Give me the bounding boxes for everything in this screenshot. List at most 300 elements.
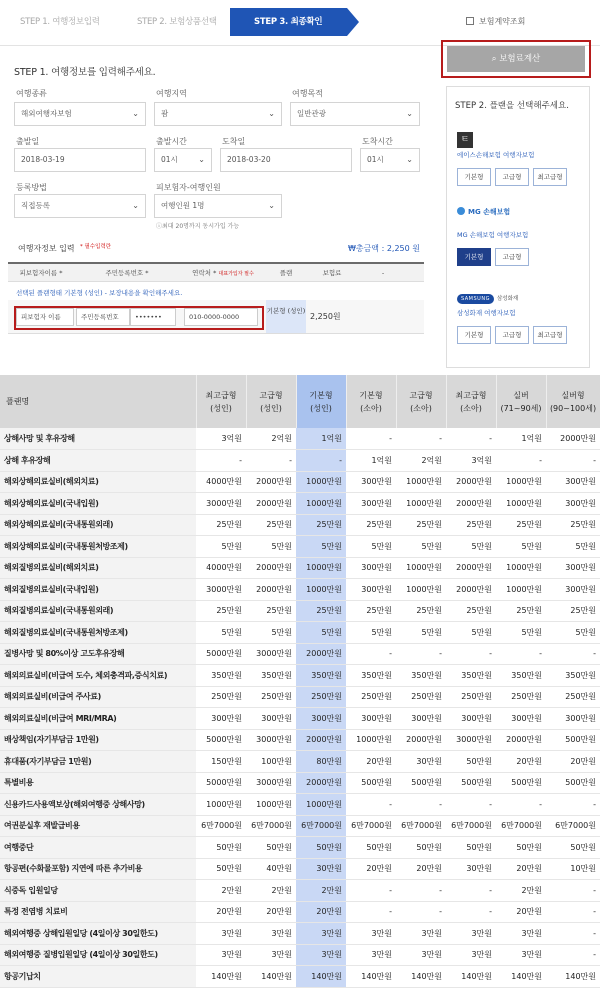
coverage-value-cell: 2000만원 [446, 579, 496, 601]
plan-column-header [446, 375, 496, 428]
coverage-value-cell: 300만원 [296, 708, 346, 730]
coverage-value-cell: 3000만원 [246, 643, 296, 665]
coverage-item-label: 해외상해의료실비(국내통원외래) [0, 514, 196, 536]
coverage-value-cell: 2000만원 [546, 428, 600, 450]
ace-basic-button[interactable]: 기본형 [457, 168, 491, 186]
coverage-value-cell: 1000만원 [396, 471, 446, 493]
coverage-value-cell: - [546, 901, 600, 923]
coverage-row [0, 880, 600, 902]
coverage-item-label: 해외상해의료실비(국내통원처방조제) [0, 536, 196, 558]
coverage-value-cell: 250만원 [246, 686, 296, 708]
chevron-down-icon: ⌄ [268, 201, 275, 210]
coverage-value-cell: 5만원 [246, 622, 296, 644]
coverage-value-cell: 3만원 [346, 923, 396, 945]
coverage-item-label: 해외의료실비(비급여 도수, 체외충격파,증식치료) [0, 665, 196, 687]
coverage-value-cell: 350만원 [396, 665, 446, 687]
coverage-value-cell: 300만원 [446, 708, 496, 730]
insurer-samsung [457, 285, 583, 340]
coverage-item-label: 특별비용 [0, 772, 196, 794]
coverage-row [0, 428, 600, 450]
coverage-item-label: 질병사망 및 80%이상 고도후유장해 [0, 643, 196, 665]
insured-count-select[interactable] [154, 194, 282, 218]
coverage-value-cell: 3000만원 [196, 579, 246, 601]
mg-basic-button-selected[interactable]: 기본형 [457, 248, 491, 266]
coverage-value-cell: - [496, 643, 546, 665]
coverage-value-cell: 140만원 [446, 966, 496, 988]
coverage-value-cell: 20만원 [246, 901, 296, 923]
coverage-value-cell: 6만7000원 [396, 815, 446, 837]
coverage-value-cell: 1000만원 [396, 579, 446, 601]
coverage-item-label: 해외의료실비(비급여 MRI/MRA) [0, 708, 196, 730]
coverage-value-cell: 500만원 [346, 772, 396, 794]
travel-type-select[interactable] [14, 102, 146, 126]
coverage-item-label: 신용카드사용액보상(해외여행중 상해사망) [0, 794, 196, 816]
premium-cell: 2,250원 [310, 312, 341, 321]
coverage-row [0, 643, 600, 665]
coverage-value-cell: 25만원 [346, 600, 396, 622]
purpose-select[interactable] [290, 102, 420, 126]
chevron-down-icon: ⌄ [132, 109, 139, 118]
coverage-value-cell: - [396, 901, 446, 923]
coverage-value-cell: 1000만원 [296, 493, 346, 515]
coverage-value-cell: 300만원 [246, 708, 296, 730]
calc-button-highlight [441, 40, 591, 78]
arrive-time-value: 01시 [367, 155, 384, 164]
coverage-value-cell: 20만원 [496, 751, 546, 773]
coverage-value-cell: 3만원 [446, 944, 496, 966]
step2-heading: STEP 2. 플랜을 선택해주세요. [455, 101, 569, 111]
coverage-value-cell: 5만원 [546, 536, 600, 558]
coverage-value-cell: 6만7000원 [546, 815, 600, 837]
coverage-item-label: 항공기납치 [0, 966, 196, 988]
samsung-logo-sub: 삼성화재 [496, 296, 519, 302]
coverage-value-cell: - [496, 794, 546, 816]
coverage-value-cell: - [396, 794, 446, 816]
coverage-item-label: 여행중단 [0, 837, 196, 859]
coverage-value-cell: 1000만원 [296, 471, 346, 493]
coverage-value-cell: 2000만원 [296, 643, 346, 665]
coverage-value-cell: 3만원 [296, 923, 346, 945]
document-icon [466, 17, 474, 25]
coverage-value-cell: - [346, 880, 396, 902]
header-line2: (소아) [360, 403, 382, 413]
coverage-value-cell: 5만원 [446, 536, 496, 558]
mg-logo-dot [457, 207, 465, 215]
coverage-row [0, 729, 600, 751]
coverage-value-cell: 250만원 [196, 686, 246, 708]
coverage-row [0, 665, 600, 687]
arrive-time-label: 도착시간 [362, 137, 393, 146]
coverage-row [0, 772, 600, 794]
coverage-row [0, 901, 600, 923]
coverage-value-cell: 5만원 [196, 622, 246, 644]
header-line1: 플랜명 [6, 397, 30, 406]
coverage-value-cell: 5만원 [246, 536, 296, 558]
coverage-item-label: 해외상해의료실비(해외치료) [0, 471, 196, 493]
plan-select-panel [446, 86, 590, 368]
coverage-item-label: 해외질병의료실비(국내입원) [0, 579, 196, 601]
count-note: ⓘ최대 20명까지 동시가입 가능 [156, 223, 240, 230]
coverage-value-cell: - [446, 428, 496, 450]
plan-name-header [0, 375, 196, 428]
ace-plan-buttons [457, 164, 583, 182]
coverage-value-cell: 1000만원 [496, 579, 546, 601]
coverage-value-cell: 5만원 [496, 622, 546, 644]
coverage-value-cell: 25만원 [246, 514, 296, 536]
coverage-value-cell: 5만원 [296, 536, 346, 558]
coverage-value-cell: 25만원 [396, 600, 446, 622]
insured-name-input[interactable]: 피보험자 이름 [16, 308, 74, 326]
coverage-value-cell: 50만원 [296, 837, 346, 859]
coverage-value-cell: 2000만원 [296, 729, 346, 751]
coverage-value-cell: 140만원 [546, 966, 600, 988]
rrn-back-input[interactable]: ••••••• [130, 308, 176, 326]
coverage-table [0, 375, 600, 981]
coverage-value-cell: 300만원 [546, 493, 600, 515]
arrive-date-input[interactable] [220, 148, 352, 172]
coverage-table-grid [0, 375, 600, 988]
coverage-item-label: 상해 후유장해 [0, 450, 196, 472]
coverage-value-cell: 5000만원 [196, 772, 246, 794]
coverage-value-cell: 25만원 [296, 514, 346, 536]
coverage-value-cell: 350만원 [246, 665, 296, 687]
coverage-value-cell: 2만원 [496, 880, 546, 902]
coverage-value-cell: - [396, 880, 446, 902]
purpose-value: 일반관광 [297, 109, 326, 118]
coverage-value-cell: 50만원 [396, 837, 446, 859]
coverage-row [0, 923, 600, 945]
plan-column-header [296, 375, 346, 428]
coverage-value-cell: 5만원 [346, 622, 396, 644]
reg-method-label: 등록방법 [16, 183, 47, 192]
coverage-value-cell: 50만원 [446, 837, 496, 859]
coverage-value-cell: 1000만원 [296, 579, 346, 601]
step-1-tab: STEP 1. 여행정보입력 [20, 17, 100, 27]
coverage-value-cell: 250만원 [496, 686, 546, 708]
ace-advanced-button[interactable]: 고급형 [495, 168, 529, 186]
coverage-value-cell: 3만원 [496, 944, 546, 966]
contact-header-label: 연락처 * [192, 269, 217, 277]
ace-premium-button[interactable]: 최고급형 [533, 168, 567, 186]
samsung-basic-button[interactable]: 기본형 [457, 326, 491, 344]
coverage-value-cell: 3만원 [396, 944, 446, 966]
coverage-value-cell: 2만원 [196, 880, 246, 902]
coverage-header-row [0, 375, 600, 428]
search-icon: ⌕ [491, 54, 500, 64]
coverage-value-cell: 5만원 [296, 622, 346, 644]
col-contact-header [180, 264, 266, 282]
coverage-value-cell: - [346, 428, 396, 450]
coverage-value-cell: 140만원 [196, 966, 246, 988]
depart-date-input[interactable] [14, 148, 146, 172]
coverage-value-cell: 250만원 [296, 686, 346, 708]
coverage-value-cell: 25만원 [496, 514, 546, 536]
coverage-value-cell: 2000만원 [246, 579, 296, 601]
coverage-value-cell: 50만원 [246, 837, 296, 859]
coverage-row [0, 450, 600, 472]
samsung-advanced-button[interactable]: 고급형 [495, 326, 529, 344]
depart-date-label: 출발일 [16, 137, 40, 146]
coverage-value-cell: 50만원 [496, 837, 546, 859]
coverage-value-cell: 1000만원 [396, 493, 446, 515]
coverage-value-cell: 3만원 [246, 923, 296, 945]
total-amount: ₩총금액 : 2,250 원 [347, 244, 420, 253]
coverage-row [0, 686, 600, 708]
coverage-value-cell: 30만원 [396, 751, 446, 773]
coverage-row [0, 944, 600, 966]
calculate-premium-label: 보험료계산 [499, 54, 541, 64]
coverage-value-cell: 250만원 [546, 686, 600, 708]
coverage-value-cell: 250만원 [446, 686, 496, 708]
coverage-item-label: 상해사망 및 후유장해 [0, 428, 196, 450]
coverage-value-cell: 1000만원 [496, 493, 546, 515]
coverage-value-cell: 20만원 [196, 901, 246, 923]
coverage-value-cell: 25만원 [346, 514, 396, 536]
coverage-value-cell: - [196, 450, 246, 472]
coverage-value-cell: 25만원 [446, 600, 496, 622]
coverage-value-cell: 1억원 [346, 450, 396, 472]
coverage-value-cell: 5만원 [396, 536, 446, 558]
coverage-value-cell: - [446, 794, 496, 816]
coverage-value-cell: 50만원 [346, 837, 396, 859]
coverage-value-cell: 5만원 [396, 622, 446, 644]
coverage-row [0, 815, 600, 837]
coverage-row [0, 751, 600, 773]
coverage-value-cell: 20만원 [296, 901, 346, 923]
coverage-value-cell: 2000만원 [246, 471, 296, 493]
coverage-value-cell: 2000만원 [396, 729, 446, 751]
coverage-value-cell: 250만원 [396, 686, 446, 708]
coverage-value-cell: 2만원 [296, 880, 346, 902]
coverage-row [0, 794, 600, 816]
plan-cell: 기본형 (성인) [266, 300, 306, 333]
coverage-value-cell: 1000만원 [346, 729, 396, 751]
coverage-value-cell: 140만원 [346, 966, 396, 988]
header-line1: 고급형 [409, 390, 433, 400]
coverage-item-label: 해외질병의료실비(국내통원외래) [0, 600, 196, 622]
depart-time-label: 출발시간 [156, 137, 187, 146]
coverage-value-cell: - [246, 450, 296, 472]
coverage-value-cell: 500만원 [496, 772, 546, 794]
coverage-value-cell: 5만원 [496, 536, 546, 558]
coverage-value-cell: 350만원 [496, 665, 546, 687]
coverage-value-cell: 500만원 [396, 772, 446, 794]
coverage-value-cell: 300만원 [546, 579, 600, 601]
coverage-value-cell: 300만원 [396, 708, 446, 730]
coverage-row [0, 622, 600, 644]
coverage-value-cell: 1억원 [296, 428, 346, 450]
coverage-value-cell: 25만원 [296, 600, 346, 622]
coverage-item-label: 특정 전염병 치료비 [0, 901, 196, 923]
contract-lookup-link[interactable] [466, 8, 525, 36]
coverage-row [0, 858, 600, 880]
step1-heading: STEP 1. 여행정보를 입력해주세요. [14, 67, 156, 78]
coverage-value-cell: 300만원 [346, 557, 396, 579]
coverage-value-cell: 300만원 [346, 579, 396, 601]
coverage-row [0, 600, 600, 622]
coverage-value-cell: 6만7000원 [496, 815, 546, 837]
coverage-value-cell: 6만7000원 [346, 815, 396, 837]
coverage-value-cell: 25만원 [546, 514, 600, 536]
coverage-value-cell: 150만원 [196, 751, 246, 773]
coverage-row [0, 579, 600, 601]
insurer-mg [457, 207, 583, 262]
mg-logo [457, 207, 583, 227]
mg-advanced-button[interactable]: 고급형 [495, 248, 529, 266]
coverage-value-cell: 300만원 [346, 471, 396, 493]
calculate-premium-button[interactable] [447, 46, 585, 72]
insured-count-value: 여행인원 1명 [161, 201, 205, 210]
coverage-value-cell: 300만원 [546, 557, 600, 579]
coverage-value-cell: 50만원 [546, 837, 600, 859]
header-line1: 기본형 [359, 390, 383, 400]
coverage-value-cell: 100만원 [246, 751, 296, 773]
coverage-row [0, 837, 600, 859]
travel-type-value: 해외여행자보험 [21, 109, 72, 118]
coverage-value-cell: 80만원 [296, 751, 346, 773]
plan-column-header [246, 375, 296, 428]
coverage-value-cell: 25만원 [246, 600, 296, 622]
coverage-row [0, 536, 600, 558]
required-note: * 필수입력란 [80, 244, 112, 250]
chevron-down-icon: ⌄ [268, 109, 275, 118]
coverage-value-cell: 350만원 [296, 665, 346, 687]
coverage-value-cell: 350만원 [546, 665, 600, 687]
reg-method-select[interactable] [14, 194, 146, 218]
coverage-value-cell: 1억원 [496, 428, 546, 450]
rrn-front-input[interactable]: 주민등록번호 [76, 308, 130, 326]
header-line1: 기본형 [309, 390, 333, 400]
coverage-value-cell: - [446, 901, 496, 923]
coverage-body [0, 428, 600, 987]
coverage-value-cell: 3만원 [496, 923, 546, 945]
coverage-value-cell: 2000만원 [296, 772, 346, 794]
coverage-row [0, 557, 600, 579]
coverage-value-cell: 6만7000원 [196, 815, 246, 837]
coverage-value-cell: 6만7000원 [446, 815, 496, 837]
depart-time-value: 01시 [161, 155, 178, 164]
coverage-value-cell: 3000만원 [196, 493, 246, 515]
coverage-item-label: 배상책임(자기부담금 1만원) [0, 729, 196, 751]
arrive-date-value: 2018-03-20 [227, 155, 271, 164]
coverage-item-label: 휴대품(자기부담금 1만원) [0, 751, 196, 773]
chevron-down-icon: ⌄ [132, 201, 139, 210]
coverage-value-cell: - [546, 923, 600, 945]
coverage-value-cell: 25만원 [196, 600, 246, 622]
coverage-value-cell: 5만원 [196, 536, 246, 558]
coverage-value-cell: 25만원 [396, 514, 446, 536]
coverage-value-cell: 30만원 [446, 858, 496, 880]
mg-logo-text: MG 손해보험 [468, 208, 511, 216]
plan-column-header [496, 375, 546, 428]
coverage-value-cell: 20만원 [496, 901, 546, 923]
coverage-value-cell: 140만원 [396, 966, 446, 988]
coverage-value-cell: 140만원 [246, 966, 296, 988]
coverage-value-cell: 300만원 [496, 708, 546, 730]
coverage-value-cell: 25만원 [546, 600, 600, 622]
arrive-time-select[interactable] [360, 148, 420, 172]
coverage-value-cell: 3만원 [296, 944, 346, 966]
coverage-value-cell: 10만원 [546, 858, 600, 880]
coverage-value-cell: 2만원 [246, 880, 296, 902]
coverage-item-label: 해외의료실비(비급여 주사료) [0, 686, 196, 708]
coverage-value-cell: 20만원 [496, 858, 546, 880]
col-plan-header: 플랜 [279, 269, 293, 277]
coverage-item-label: 항공편(수화물포함) 지연에 따른 추가비용 [0, 858, 196, 880]
region-value: 괌 [161, 109, 169, 118]
coverage-value-cell: 50만원 [196, 837, 246, 859]
coverage-value-cell: 250만원 [346, 686, 396, 708]
coverage-value-cell: 4000만원 [196, 471, 246, 493]
coverage-item-label: 해외질병의료실비(국내통원처방조제) [0, 622, 196, 644]
header-line2: (성인) [310, 403, 332, 413]
samsung-premium-button[interactable]: 최고급형 [533, 326, 567, 344]
header-line2: (성인) [210, 403, 232, 413]
coverage-value-cell: - [346, 901, 396, 923]
coverage-value-cell: 3만원 [196, 923, 246, 945]
coverage-value-cell: 3만원 [246, 944, 296, 966]
mg-plan-buttons [457, 244, 583, 262]
coverage-item-label: 식중독 입원일당 [0, 880, 196, 902]
coverage-item-label: 여권분실후 재발급비용 [0, 815, 196, 837]
coverage-value-cell: - [546, 880, 600, 902]
coverage-value-cell: 1000만원 [296, 557, 346, 579]
header-line1: 실버 [513, 390, 529, 400]
coverage-value-cell: 1000만원 [396, 557, 446, 579]
plan-column-header [396, 375, 446, 428]
header-line1: 최고급형 [205, 390, 237, 400]
coverage-value-cell: - [446, 880, 496, 902]
ace-name: 에이스손해보험 여행자보험 [457, 151, 535, 159]
coverage-value-cell: 20만원 [346, 751, 396, 773]
phone-input[interactable]: 010-0000-0000 [184, 308, 258, 326]
coverage-value-cell: 2000만원 [496, 729, 546, 751]
header-line2: (소아) [460, 403, 482, 413]
insurer-ace [457, 127, 583, 182]
coverage-value-cell: 50만원 [196, 858, 246, 880]
depart-time-select[interactable] [154, 148, 212, 172]
coverage-value-cell: 2억원 [396, 450, 446, 472]
header-line2: (성인) [260, 403, 282, 413]
chevron-down-icon: ⌄ [406, 155, 413, 164]
coverage-value-cell: 5만원 [346, 536, 396, 558]
plan-column-header [196, 375, 246, 428]
coverage-value-cell: 2000만원 [446, 557, 496, 579]
coverage-value-cell: 300만원 [346, 708, 396, 730]
coverage-value-cell: 300만원 [546, 471, 600, 493]
step-3-tab-active: STEP 3. 최종확인 [230, 8, 347, 36]
coverage-value-cell: 5000만원 [196, 643, 246, 665]
ace-logo-mark: ㅌ [457, 132, 473, 148]
coverage-row [0, 493, 600, 515]
header-line2: (소아) [410, 403, 432, 413]
region-select[interactable] [154, 102, 282, 126]
coverage-value-cell: 25만원 [496, 600, 546, 622]
chevron-down-icon: ⌄ [198, 155, 205, 164]
coverage-value-cell: - [396, 428, 446, 450]
coverage-value-cell: 2000만원 [446, 493, 496, 515]
coverage-value-cell: 5000만원 [196, 729, 246, 751]
coverage-value-cell: 1000만원 [196, 794, 246, 816]
coverage-value-cell: 3만원 [346, 944, 396, 966]
coverage-value-cell: 6만7000원 [296, 815, 346, 837]
reg-method-value: 직접등록 [21, 201, 50, 210]
coverage-value-cell: 50만원 [446, 751, 496, 773]
col-premium-header: 보험료 [322, 269, 342, 277]
purpose-label: 여행목적 [292, 89, 323, 98]
coverage-value-cell: 140만원 [496, 966, 546, 988]
insured-count-label: 피보험자-여행인원 [156, 183, 221, 192]
